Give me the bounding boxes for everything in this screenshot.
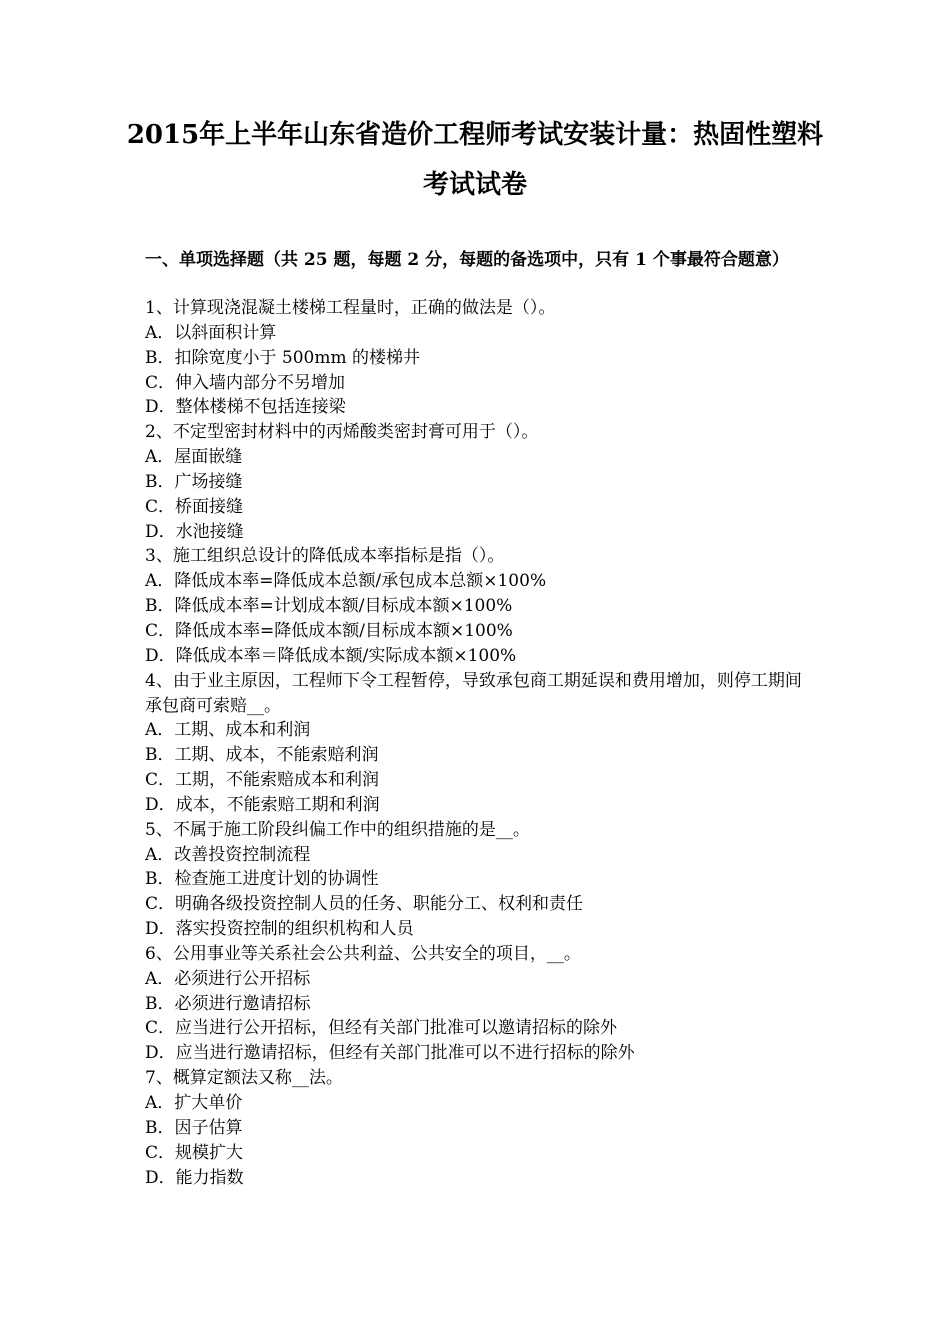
- answer-option: D．降低成本率＝降低成本额/实际成本额×100%: [145, 645, 517, 666]
- question-text: 5、不属于施工阶段纠偏工作中的组织措施的是__。: [145, 819, 530, 840]
- answer-option: C．规模扩大: [145, 1142, 244, 1163]
- question-text: 1、计算现浇混凝土楼梯工程量时，正确的做法是（）。: [145, 298, 556, 318]
- answer-option: C．工期，不能索赔成本和利润: [145, 770, 380, 791]
- answer-option: D．成本，不能索赔工期和利润: [145, 794, 380, 815]
- question-text: 2、不定型密封材料中的丙烯酸类密封膏可用于（）。: [145, 422, 539, 443]
- answer-option: A．必须进行公开招标: [145, 968, 311, 989]
- question-text: 6、公用事业等关系社会公共利益、公共安全的项目，__。: [145, 943, 581, 964]
- answer-option: A．以斜面积计算: [145, 322, 277, 343]
- question-text: 3、施工组织总设计的降低成本率指标是指（）。: [145, 546, 505, 567]
- section-heading: 一、单项选择题（共 25 题，每题 2 分，每题的备选项中，只有 1 个事最符合题意）: [145, 250, 789, 270]
- answer-option: B．必须进行邀请招标: [145, 993, 311, 1014]
- answer-option: D．应当进行邀请招标，但经有关部门批准可以不进行招标的除外: [145, 1043, 635, 1064]
- answer-option: B．因子估算: [145, 1117, 243, 1138]
- question-list: [145, 296, 815, 1190]
- answer-option: A．扩大单价: [145, 1093, 243, 1113]
- answer-option: D．整体楼梯不包括连接梁: [145, 397, 346, 418]
- answer-option: D．水池接缝: [145, 521, 244, 542]
- question-text: 7、概算定额法又称__法。: [145, 1068, 343, 1089]
- answer-option: A．工期、成本和利润: [145, 720, 311, 741]
- answer-option: B．工期、成本，不能索赔利润: [145, 745, 379, 766]
- answer-option: A．屋面嵌缝: [145, 447, 243, 468]
- answer-option: C．明确各级投资控制人员的任务、职能分工、权利和责任: [145, 894, 584, 915]
- answer-option: C．应当进行公开招标，但经有关部门批准可以邀请招标的除外: [145, 1018, 618, 1039]
- answer-option: A．降低成本率=降低成本总额/承包成本总额×100%: [145, 571, 547, 592]
- answer-option: B．扣除宽度小于 500mm 的楼梯井: [145, 347, 420, 368]
- answer-option: B．检查施工进度计划的协调性: [145, 869, 379, 890]
- answer-option: C．降低成本率=降低成本额/目标成本额×100%: [145, 620, 513, 641]
- answer-option: C．伸入墙内部分不另增加: [145, 372, 346, 393]
- question-text: 4、由于业主原因，工程师下令工程暂停，导致承包商工期延误和费用增加，则停工期间承包商可索赔__。: [145, 670, 802, 716]
- answer-option: B．降低成本率=计划成本额/目标成本额×100%: [145, 596, 513, 617]
- answer-option: C．桥面接缝: [145, 496, 244, 517]
- page-title: 2015年上半年山东省造价工程师考试安装计量：热固性塑料考试试卷: [126, 120, 824, 200]
- answer-option: A．改善投资控制流程: [145, 844, 311, 865]
- answer-option: D．能力指数: [145, 1167, 244, 1188]
- answer-option: D．落实投资控制的组织机构和人员: [145, 919, 414, 940]
- answer-option: B．广场接缝: [145, 471, 243, 492]
